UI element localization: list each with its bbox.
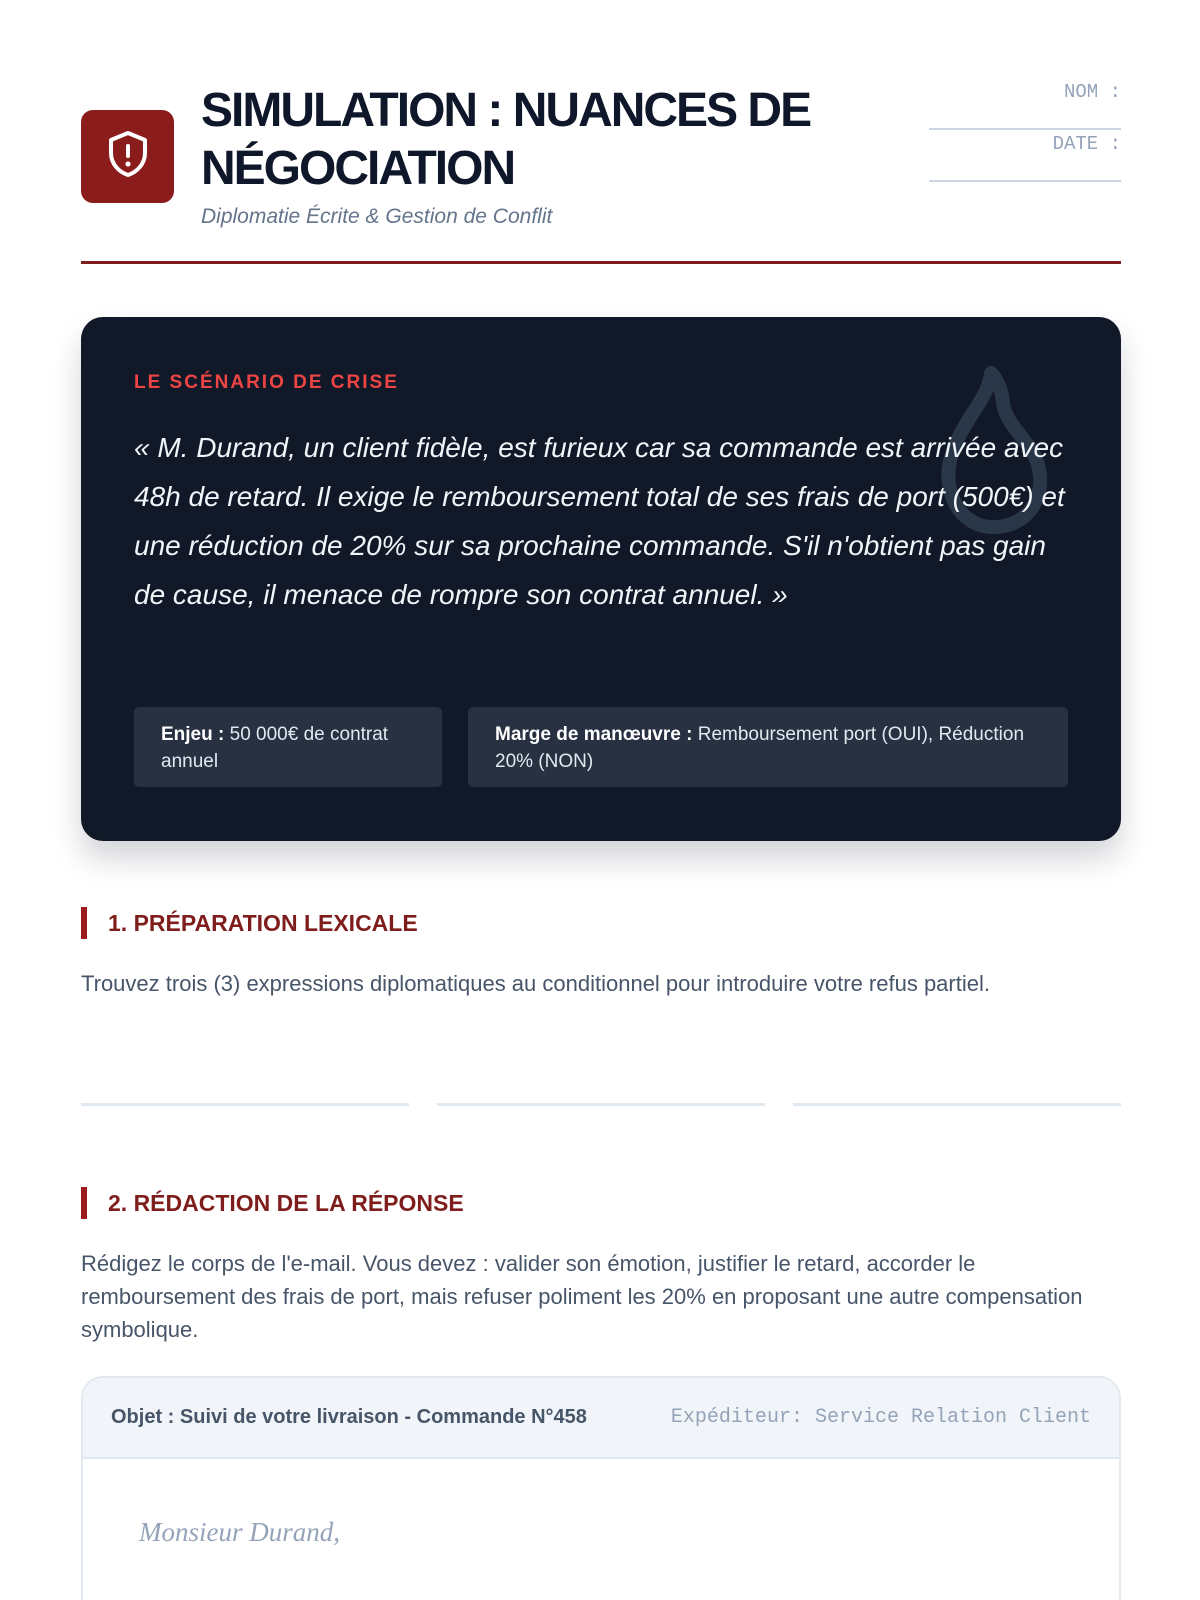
margin-label: Marge de manœuvre : xyxy=(495,724,693,745)
shield-alert-icon xyxy=(105,129,151,184)
stake-value: 50 000€ de contrat annuel xyxy=(161,724,389,772)
scenario-card xyxy=(81,317,1121,841)
section-1-instruction: Trouvez trois (3) expressions diplomatiques au conditionnel pour introduire votre refus partiel. xyxy=(81,971,990,996)
answer-line-1[interactable] xyxy=(81,1103,409,1106)
margin-value: Remboursement port (OUI), Réduction 20% (NON) xyxy=(495,724,1025,772)
email-greeting: Monsieur Durand, xyxy=(139,1517,340,1547)
meta-fields xyxy=(929,78,1121,182)
answer-line-3[interactable] xyxy=(793,1103,1121,1106)
page-subtitle: Diplomatie Écrite & Gestion de Conflit xyxy=(201,205,553,228)
logo-badge xyxy=(81,110,174,203)
section-1-heading: 1. PRÉPARATION LEXICALE xyxy=(81,907,418,939)
stake-box xyxy=(134,707,442,787)
page-title: SIMULATION : NUANCES DE NÉGOCIATION xyxy=(201,84,811,195)
email-draft-box xyxy=(81,1376,1121,1600)
name-field[interactable]: NOM : xyxy=(929,78,1121,130)
worksheet-page xyxy=(81,0,1121,1547)
margin-box xyxy=(468,707,1068,787)
email-sender: Expéditeur: Service Relation Client xyxy=(670,1406,1091,1429)
scenario-label: LE SCÉNARIO DE CRISE xyxy=(134,372,399,393)
section-2-instruction: Rédigez le corps de l'e-mail. Vous devez : valider son émotion, justifier le retard, accorder le remboursement des frais de port, mais refuser poliment les 20% en proposant une autre compensation symbolique. xyxy=(81,1251,1083,1342)
email-subject: Objet : Suivi de votre livraison - Commande N°458 xyxy=(111,1406,587,1428)
section-2-heading: 2. RÉDACTION DE LA RÉPONSE xyxy=(81,1187,464,1219)
answer-line-2[interactable] xyxy=(437,1103,765,1106)
email-body[interactable] xyxy=(83,1459,1119,1600)
scenario-quote: « M. Durand, un client fidèle, est furieux car sa commande est arrivée avec 48h de retard. Il exige le remboursement total de ses frais de port (500€) et une réduction de 20% sur sa prochaine commande. S'il n'obtient pas gain de cause, il menace de rompre son contrat annuel. » xyxy=(134,432,1065,610)
page-header xyxy=(81,0,1121,264)
email-header xyxy=(83,1378,1119,1459)
stake-label: Enjeu : xyxy=(161,724,225,745)
date-field[interactable]: DATE : xyxy=(929,130,1121,182)
